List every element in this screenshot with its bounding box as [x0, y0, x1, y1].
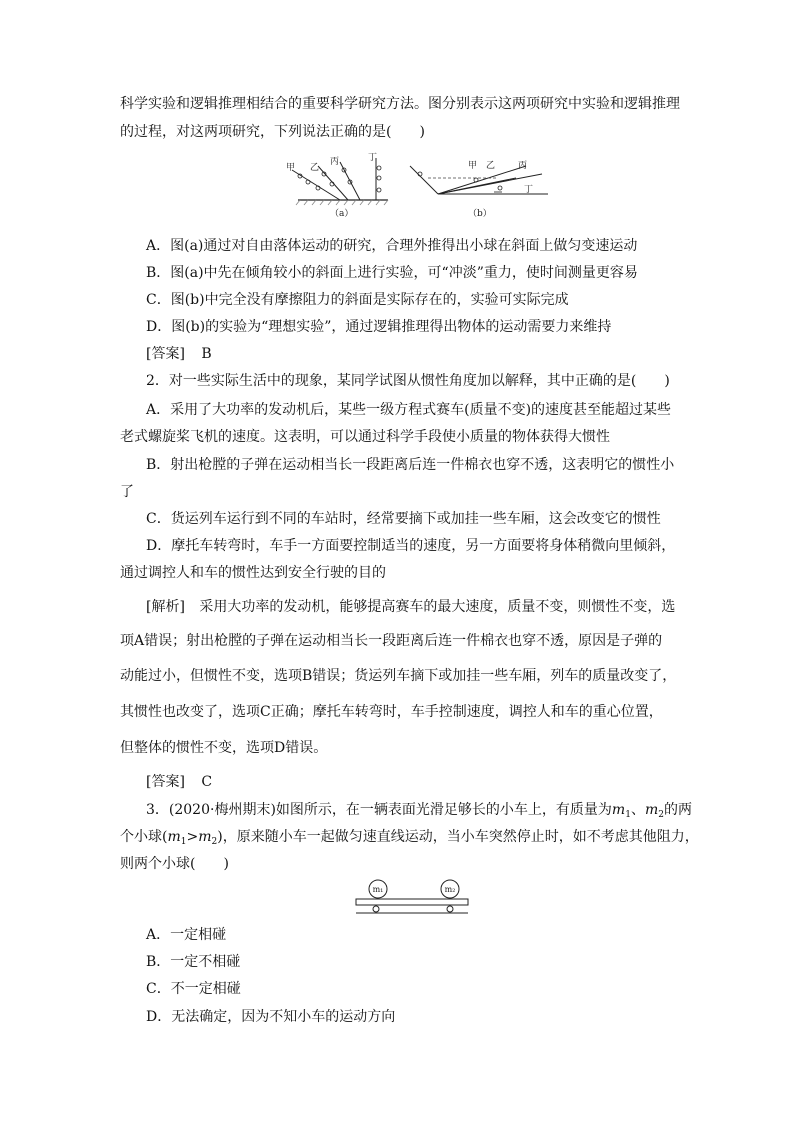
q2-option-d-line-1: D．摩托车转弯时，车手一方面要控制适当的速度，另一方面要将身体稍微向里倾斜，: [146, 538, 676, 554]
q2-option-b-line-1: B．射出枪膛的子弹在运动相当长一段距离后连一件棉衣也穿不透，这表明它的惯性小: [146, 457, 675, 473]
q3-m1-subscript: 1: [625, 810, 631, 820]
q2-analysis-line-3: 动能过小，但惯性不变，选项B错误；货运列车摘下或加挂一些车厢，列车的质量改变了，: [120, 668, 677, 684]
q3-m2-subscript: 2: [658, 810, 664, 820]
q3-stem-text-2b: )，原来随小车一起做匀速直线运动，当小车突然停止时，如不考虑其他阻力，: [217, 829, 699, 845]
q3-stem-text-1: 3．(2020·梅州期末)如图所示，在一辆表面光滑足够长的小车上，有质量为: [146, 802, 612, 818]
q2-option-c: C．货运列车运行到不同的车站时，经常要摘下或加挂一些车厢，这会改变它的惯性: [146, 511, 661, 527]
cart-body: [356, 899, 468, 905]
panel-a-label-jia: 甲: [286, 163, 296, 173]
panel-a-label-yi: 乙: [310, 163, 320, 173]
q2-answer-row: [146, 772, 212, 792]
q1-answer-value: B: [201, 346, 212, 362]
q2-answer-value: C: [201, 774, 213, 790]
q3-stem-text-1b: 的两: [663, 802, 692, 818]
cart-wheel-left: [373, 906, 379, 912]
panel-a-label-bing: 丙: [330, 157, 340, 167]
q3-cmp-m1-symbol: m: [167, 829, 181, 845]
figure-cart: [350, 876, 474, 918]
panel-b-label-bing: 丙: [518, 161, 528, 171]
q2-analysis-tag: [解析]: [146, 599, 185, 615]
q3-cmp-gt: >: [186, 829, 199, 845]
q2-answer-tag: [答案]: [146, 774, 185, 790]
figure-panel-b: [410, 160, 548, 219]
ball-m2-label: m₂: [444, 885, 456, 894]
q3-separator: 、: [630, 802, 645, 818]
q2-analysis-line-4: 其惯性也改变了，选项C正确；摩托车转弯时，车手控制速度，调控人和车的重心位置，: [120, 704, 663, 720]
q2-analysis-line-5: 但整体的惯性不变，选项D错误。: [120, 740, 328, 756]
q3-m2-symbol: m: [644, 802, 659, 818]
q1-option-c: C．图(b)中完全没有摩擦阻力的斜面是实际存在的，实验可实际完成: [146, 292, 569, 308]
intro-line-2: 的过程，对这两项研究，下列说法正确的是( ): [120, 124, 425, 140]
q1-option-a: A．图(a)通过对自由落体运动的研究，合理外推得出小球在斜面上做匀变速运动: [146, 238, 638, 254]
q3-cmp-m2-symbol: m: [198, 829, 212, 845]
q3-stem-line-3: 则两个小球( ): [120, 856, 229, 872]
q2-option-d-line-2: 通过调控人和车的惯性达到安全行驶的目的: [120, 565, 386, 581]
q3-option-c: C．不一定相碰: [146, 981, 241, 997]
q3-stem-text-2: 个小球(: [120, 829, 168, 845]
panel-b-label-yi: 乙: [486, 161, 496, 171]
q2-analysis-line-1: [146, 597, 675, 617]
q3-option-a: A．一定相碰: [146, 927, 227, 943]
q2-analysis-text-1: 采用大功率的发动机，能够提高赛车的最大速度，质量不变，则惯性不变，选: [199, 599, 676, 615]
intro-line-1: 科学实验和逻辑推理相结合的重要科学研究方法。图分别表示这两项研究中实验和逻辑推理: [120, 96, 680, 112]
figure-inclines: [280, 148, 550, 220]
q3-m1-symbol: m: [611, 802, 626, 818]
q2-option-b-line-2: 了: [120, 484, 134, 500]
q3-option-d: D．无法确定，因为不知小车的运动方向: [146, 1009, 396, 1025]
q1-option-b: B．图(a)中先在倾角较小的斜面上进行实验，可“冲淡”重力，使时间测量更容易: [146, 265, 638, 281]
ball-m1-label: m₁: [372, 885, 384, 894]
q1-answer-row: [146, 344, 212, 364]
q2-option-a-line-1: A．采用了大功率的发动机后，某些一级方程式赛车(质量不变)的速度甚至能超过某些: [146, 402, 672, 418]
cart-wheel-right: [447, 906, 453, 912]
figure-panel-a: [286, 152, 388, 219]
q2-stem: 2．对一些实际生活中的现象，某同学试图从惯性角度加以解释，其中正确的是( ): [146, 373, 670, 389]
panel-b-label-ding: 丁: [524, 185, 534, 195]
q1-option-d: D．图(b)的实验为“理想实验”，通过逻辑推理得出物体的运动需要力来维持: [146, 319, 612, 335]
q3-option-b: B．一定不相碰: [146, 954, 241, 970]
q3-cmp-m2-subscript: 2: [211, 837, 218, 847]
q1-answer-tag: [答案]: [146, 346, 185, 362]
q2-option-a-line-2: 老式螺旋桨飞机的速度。这表明，可以通过科学手段使小质量的物体获得大惯性: [120, 429, 610, 445]
panel-b-label-jia: 甲: [468, 161, 478, 171]
q3-stem-line-1: [146, 800, 692, 825]
q3-cmp-m1-subscript: 1: [180, 837, 187, 847]
panel-a-label-ding: 丁: [368, 153, 378, 163]
panel-b-caption: （b）: [468, 209, 492, 219]
q2-analysis-line-2: 项A错误；射出枪膛的子弹在运动相当长一段距离后连一件棉衣也穿不透，原因是子弹的: [120, 633, 663, 649]
panel-a-caption: （a）: [330, 209, 354, 219]
q3-stem-line-2: [120, 827, 699, 852]
